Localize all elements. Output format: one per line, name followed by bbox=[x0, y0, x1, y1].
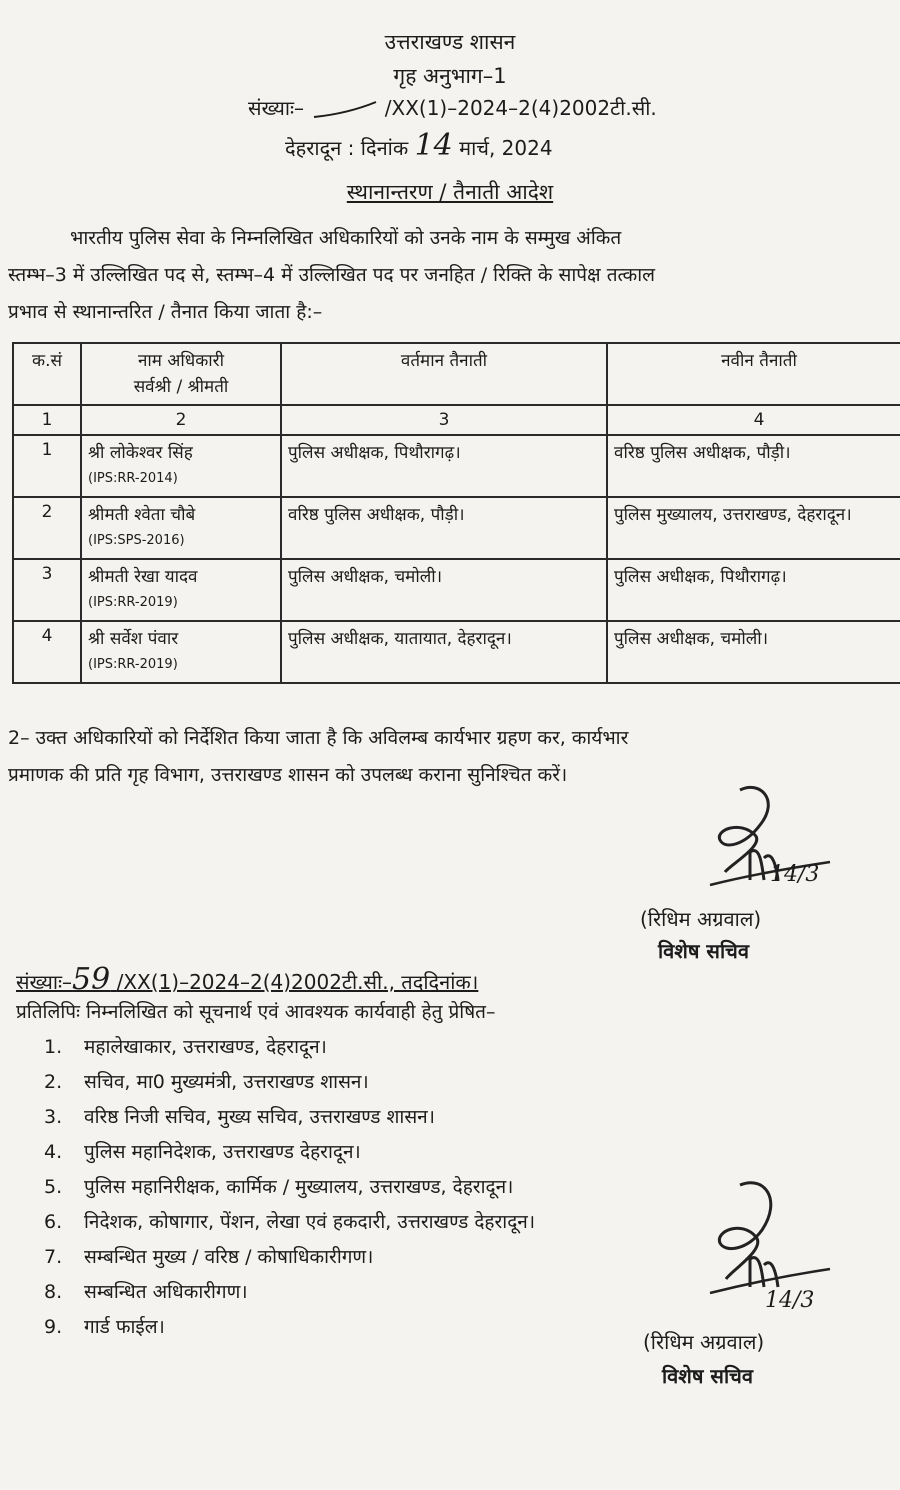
order-number-label: संख्याः– bbox=[248, 96, 305, 120]
item-number: 3. bbox=[44, 1106, 63, 1128]
date-prefix: देहरादून : दिनांक bbox=[285, 136, 409, 160]
list-item bbox=[44, 1275, 535, 1310]
item-number: 2. bbox=[44, 1071, 63, 1093]
item-number: 9. bbox=[44, 1316, 63, 1338]
column-number: 4 bbox=[607, 405, 900, 435]
header-name-line2: सर्वश्री / श्रीमती bbox=[133, 377, 229, 397]
list-item bbox=[44, 1205, 535, 1240]
list-item bbox=[44, 1100, 535, 1135]
row-current-posting: पुलिस अधीक्षक, यातायात, देहरादून। bbox=[281, 621, 607, 683]
item-number: 4. bbox=[44, 1141, 63, 1163]
list-item bbox=[44, 1030, 535, 1065]
signature-1-date-note: 14/3 bbox=[770, 862, 820, 887]
signature-2-date-note: 14/3 bbox=[765, 1288, 815, 1313]
intro-line-3: प्रभाव से स्थानान्तरित / तैनात किया जाता है:– bbox=[8, 301, 323, 323]
item-number: 7. bbox=[44, 1246, 63, 1268]
item-text: पुलिस महानिदेशक, उत्तराखण्ड देहरादून। bbox=[84, 1141, 361, 1163]
item-number: 1. bbox=[44, 1036, 63, 1058]
order-title: स्थानान्तरण / तैनाती आदेश bbox=[346, 180, 554, 204]
item-text: गार्ड फाईल। bbox=[84, 1316, 165, 1338]
officer-name: श्रीमती रेखा यादव bbox=[88, 567, 198, 587]
para2-line-1: 2– उक्त अधिकारियों को निर्देशित किया जाता है कि अविलम्ब कार्यभार ग्रहण कर, कार्यभार bbox=[8, 727, 629, 749]
item-text: सम्बन्धित मुख्य / वरिष्ठ / कोषाधिकारीगण। bbox=[84, 1246, 374, 1268]
row-new-posting: पुलिस अधीक्षक, चमोली। bbox=[607, 621, 900, 683]
intro-line-1: भारतीय पुलिस सेवा के निम्नलिखित अधिकारियों को उनके नाम के सम्मुख अंकित bbox=[70, 227, 622, 249]
row-new-posting: पुलिस मुख्यालय, उत्तराखण्ड, देहरादून। bbox=[607, 497, 900, 559]
list-item bbox=[44, 1310, 535, 1345]
government-name: उत्तराखण्ड शासन bbox=[384, 30, 516, 54]
item-number: 5. bbox=[44, 1176, 63, 1198]
para2-line-2: प्रमाणक की प्रति गृह विभाग, उत्तराखण्ड शासन को उपलब्ध कराना सुनिश्चित करें। bbox=[8, 764, 568, 786]
date-rest: मार्च, 2024 bbox=[459, 136, 553, 160]
copy-number-ref: /XX(1)–2024–2(4)2002टी.सी., तददिनांक। bbox=[116, 970, 479, 994]
header-name-line1: नाम अधिकारी bbox=[137, 351, 225, 371]
row-current-posting: वरिष्ठ पुलिस अधीक्षक, पौड़ी। bbox=[281, 497, 607, 559]
header-new-posting: नवीन तैनाती bbox=[607, 343, 900, 405]
column-number: 1 bbox=[13, 405, 81, 435]
item-text: महालेखाकार, उत्तराखण्ड, देहरादून। bbox=[84, 1036, 327, 1058]
table-row bbox=[13, 559, 900, 621]
officer-cadre: (IPS:RR-2019) bbox=[88, 657, 178, 672]
signatory-2-title: विशेष सचिव bbox=[662, 1364, 753, 1388]
row-new-posting: पुलिस अधीक्षक, पिथौरागढ़। bbox=[607, 559, 900, 621]
department-name: गृह अनुभाग–1 bbox=[393, 64, 507, 88]
copy-recipient-list bbox=[44, 1030, 535, 1345]
list-item bbox=[44, 1170, 535, 1205]
order-number-ref: /XX(1)–2024–2(4)2002टी.सी. bbox=[384, 96, 657, 120]
date-day-handwritten: 14 bbox=[414, 128, 453, 163]
officer-name: श्रीमती श्वेता चौबे bbox=[88, 505, 196, 525]
item-text: पुलिस महानिरीक्षक, कार्मिक / मुख्यालय, उत्तराखण्ड, देहरादून। bbox=[84, 1176, 514, 1198]
copy-number bbox=[16, 962, 478, 997]
row-officer bbox=[81, 621, 281, 683]
row-new-posting: वरिष्ठ पुलिस अधीक्षक, पौड़ी। bbox=[607, 435, 900, 497]
officer-cadre: (IPS:SPS-2016) bbox=[88, 533, 185, 548]
row-officer bbox=[81, 559, 281, 621]
header-name bbox=[81, 343, 281, 405]
row-officer bbox=[81, 435, 281, 497]
officer-cadre: (IPS:RR-2019) bbox=[88, 595, 178, 610]
signatory-1-name: (रिधिम अग्रवाल) bbox=[640, 907, 762, 931]
list-item bbox=[44, 1135, 535, 1170]
transfer-table bbox=[12, 342, 900, 684]
signatory-2-name: (रिधिम अग्रवाल) bbox=[643, 1330, 765, 1354]
row-serial: 4 bbox=[13, 621, 81, 683]
table-row bbox=[13, 435, 900, 497]
header-serial: क.सं bbox=[13, 343, 81, 405]
table-row bbox=[13, 621, 900, 683]
officer-name: श्री लोकेश्वर सिंह bbox=[88, 443, 193, 463]
signatory-1-title: विशेष सचिव bbox=[658, 939, 749, 963]
order-number bbox=[248, 94, 657, 121]
row-officer bbox=[81, 497, 281, 559]
item-text: सचिव, मा0 मुख्यमंत्री, उत्तराखण्ड शासन। bbox=[84, 1071, 369, 1093]
item-text: निदेशक, कोषागार, पेंशन, लेखा एवं हकदारी, उत्तराखण्ड देहरादून। bbox=[84, 1211, 536, 1233]
copy-number-label: संख्याः– bbox=[16, 970, 73, 994]
intro-line-2: स्तम्भ–3 में उल्लिखित पद से, स्तम्भ–4 में उल्लिखित पद पर जनहित / रिक्ति के सापेक्ष तत्काल bbox=[8, 264, 656, 286]
column-number: 2 bbox=[81, 405, 281, 435]
copy-intro: प्रतिलिपिः निम्नलिखित को सूचनार्थ एवं आवश्यक कार्यवाही हेतु प्रेषित– bbox=[16, 1001, 496, 1023]
column-number: 3 bbox=[281, 405, 607, 435]
header-current-posting: वर्तमान तैनाती bbox=[281, 343, 607, 405]
column-number-row bbox=[13, 405, 900, 435]
officer-name: श्री सर्वेश पंवार bbox=[88, 629, 179, 649]
table-row bbox=[13, 497, 900, 559]
row-serial: 3 bbox=[13, 559, 81, 621]
item-number: 6. bbox=[44, 1211, 63, 1233]
blank-number-stroke bbox=[310, 99, 378, 121]
item-number: 8. bbox=[44, 1281, 63, 1303]
officer-cadre: (IPS:RR-2014) bbox=[88, 471, 178, 486]
row-serial: 1 bbox=[13, 435, 81, 497]
copy-number-handwritten: 59 bbox=[72, 962, 111, 997]
list-item bbox=[44, 1065, 535, 1100]
row-current-posting: पुलिस अधीक्षक, पिथौरागढ़। bbox=[281, 435, 607, 497]
order-date bbox=[285, 128, 553, 163]
item-text: वरिष्ठ निजी सचिव, मुख्य सचिव, उत्तराखण्ड शासन। bbox=[84, 1106, 435, 1128]
list-item bbox=[44, 1240, 535, 1275]
row-serial: 2 bbox=[13, 497, 81, 559]
table-header-row bbox=[13, 343, 900, 405]
item-text: सम्बन्धित अधिकारीगण। bbox=[84, 1281, 248, 1303]
row-current-posting: पुलिस अधीक्षक, चमोली। bbox=[281, 559, 607, 621]
